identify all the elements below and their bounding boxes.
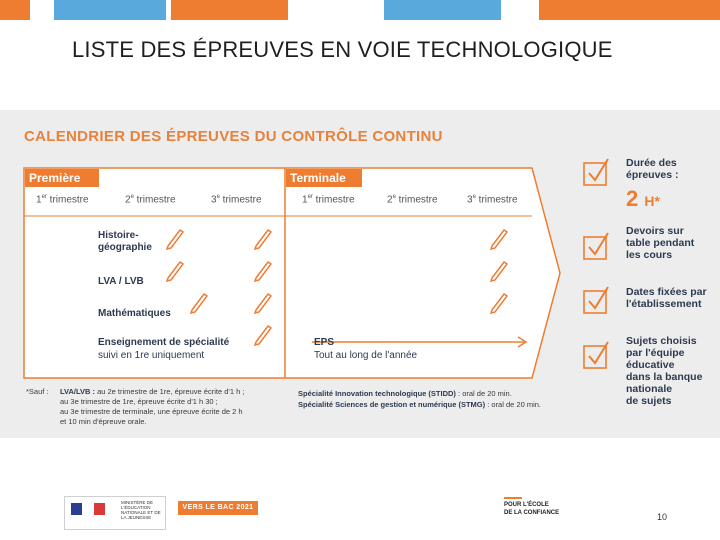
- ministere-logo: [64, 496, 166, 530]
- subject-mathematiques: Mathématiques: [98, 308, 171, 319]
- slide-title: LISTE DES ÉPREUVES EN VOIE TECHNOLOGIQUE: [72, 37, 613, 62]
- trimester-label: 3e trimestre: [211, 194, 262, 206]
- trimester-label: 2e trimestre: [125, 194, 176, 206]
- subject-eps-note: Tout au long de l'année: [314, 350, 418, 361]
- pencil-icon: [252, 258, 272, 282]
- sujets-label: Sujets choisis par l'équipe éducative dans la banque nationale de sujets: [626, 335, 703, 407]
- note-lva: LVA/LVB : au 2e trimestre de 1re, épreuve écrite d'1 h ; au 3e trimestre de 1re, épreuve écrite d'1 h 30 ; au 3e trimestre de terminale, une épreuve écrite de 2 h et 10 min d'épreuve orale.: [60, 387, 245, 426]
- subject-specialite: Enseignement de spécialité: [98, 337, 230, 348]
- checkbox-icon: [582, 231, 610, 261]
- duree-value: 2 H*: [626, 186, 660, 211]
- pencil-icon: [488, 226, 508, 250]
- note-stidd: Spécialité Innovation technologique (STIDD) : oral de 20 min.: [298, 389, 512, 398]
- note-sauf: *Sauf :: [26, 387, 49, 396]
- checkbox-icon: [582, 157, 610, 187]
- pencil-icon: [488, 290, 508, 314]
- trimester-label: 1er trimestre: [302, 194, 355, 206]
- subject-histoire-geo: Histoire- géographie: [98, 230, 152, 253]
- duree-label: Durée des épreuves :: [626, 157, 679, 181]
- pencil-icon: [164, 258, 184, 282]
- subject-specialite-note: suivi en 1re uniquement: [98, 350, 205, 361]
- calendar-heading: CALENDRIER DES ÉPREUVES DU CONTRÔLE CONTINU: [24, 128, 443, 145]
- checkbox-icon: [582, 340, 610, 370]
- subject-lva-lvb: LVA / LVB: [98, 276, 144, 287]
- pencil-icon: [252, 322, 272, 346]
- tab-terminale: Terminale: [286, 169, 362, 187]
- ministere-text: MINISTÈRE DE L'ÉDUCATION NATIONALE ET DE LA JEUNESSE: [121, 500, 161, 520]
- pencil-icon: [188, 290, 208, 314]
- pour-ecole-logo: POUR L'ÉCOLE DE LA CONFIANCE: [504, 497, 594, 517]
- page-number: 10: [657, 512, 668, 522]
- vers-le-bac-badge: VERS LE BAC 2021: [178, 501, 258, 515]
- french-flag-icon: [71, 503, 105, 515]
- trimester-label: 2e trimestre: [387, 194, 438, 206]
- subject-eps: EPS: [314, 337, 335, 348]
- note-stmg: Spécialité Sciences de gestion et numérique (STMG) : oral de 20 min.: [298, 400, 542, 409]
- pencil-icon: [488, 258, 508, 282]
- pencil-icon: [252, 226, 272, 250]
- checkbox-icon: [582, 285, 610, 315]
- pencil-icon: [164, 226, 184, 250]
- tab-premiere: Première: [25, 169, 99, 187]
- dates-label: Dates fixées par l'établissement: [626, 286, 707, 310]
- pencil-icon: [252, 290, 272, 314]
- trimester-label: 3e trimestre: [467, 194, 518, 206]
- devoirs-label: Devoirs sur table pendant les cours: [626, 225, 695, 261]
- trimester-label: 1er trimestre: [36, 194, 89, 206]
